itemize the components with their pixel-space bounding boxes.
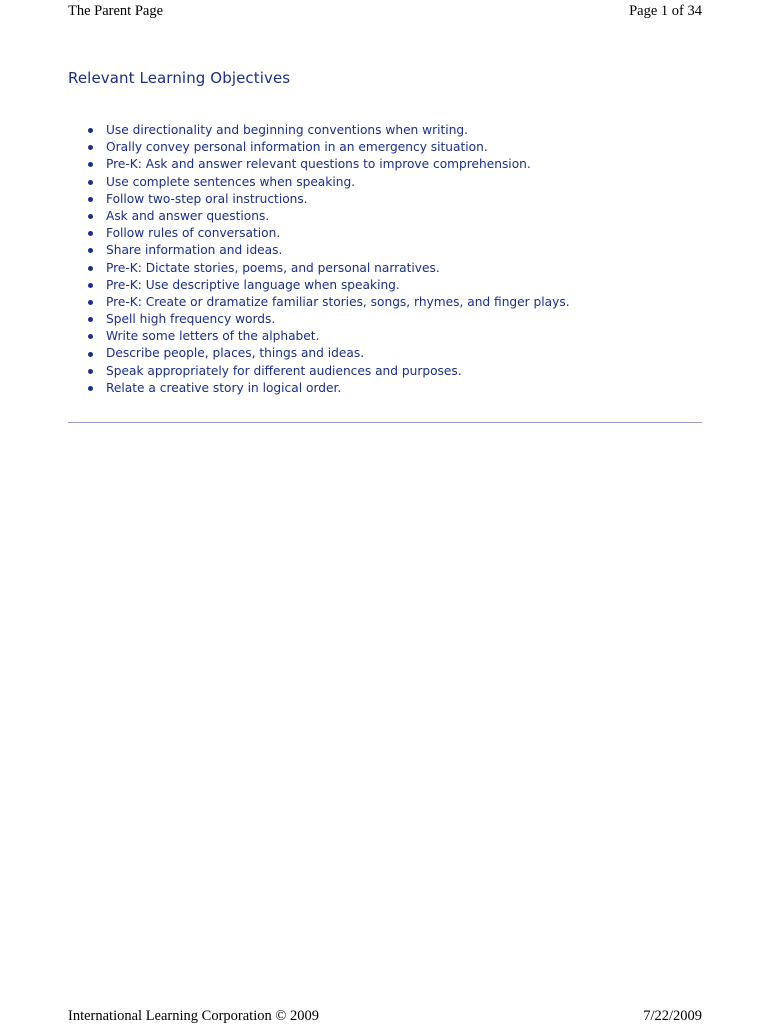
bullet-icon [88, 231, 93, 236]
bullet-icon [88, 197, 93, 202]
bullet-icon [88, 300, 93, 305]
list-item [88, 380, 570, 397]
list-item [88, 122, 570, 139]
list-item-text: Relate a creative story in logical order. [106, 380, 342, 395]
bullet-icon [88, 352, 93, 357]
list-item [88, 242, 570, 259]
list-item [88, 311, 570, 328]
bullet-icon [88, 145, 93, 150]
list-item [88, 277, 570, 294]
section-divider [68, 422, 702, 423]
objectives-list [88, 122, 570, 397]
bullet-icon [88, 266, 93, 271]
bullet-icon [88, 334, 93, 339]
list-item [88, 139, 570, 156]
list-item [88, 345, 570, 362]
list-item-text: Pre-K: Ask and answer relevant questions to improve comprehension. [106, 157, 531, 172]
list-item-text: Pre-K: Dictate stories, poems, and personal narratives. [106, 260, 440, 275]
list-item [88, 208, 570, 225]
list-item-text: Use complete sentences when speaking. [106, 174, 356, 189]
print-date: 7/22/2009 [643, 1007, 702, 1024]
list-item-text: Speak appropriately for different audiences and purposes. [106, 363, 462, 378]
bullet-icon [88, 386, 93, 391]
bullet-icon [88, 248, 93, 253]
list-item-text: Pre-K: Use descriptive language when speaking. [106, 277, 400, 292]
bullet-icon [88, 317, 93, 322]
section-title: Relevant Learning Objectives [68, 69, 291, 87]
list-item-text: Ask and answer questions. [106, 208, 270, 223]
list-item [88, 363, 570, 380]
list-item [88, 191, 570, 208]
list-item-text: Use directionality and beginning conventions when writing. [106, 123, 469, 137]
document-title: The Parent Page [68, 2, 164, 19]
list-item-text: Spell high frequency words. [106, 312, 276, 327]
page-footer [68, 1004, 702, 1028]
list-item [88, 294, 570, 311]
list-item-text: Follow two-step oral instructions. [106, 191, 308, 206]
bullet-icon [88, 369, 93, 374]
bullet-icon [88, 128, 93, 133]
list-item [88, 225, 570, 242]
list-item [88, 156, 570, 173]
list-item-text: Orally convey personal information in an emergency situation. [106, 140, 488, 155]
bullet-icon [88, 180, 93, 185]
list-item [88, 174, 570, 191]
copyright-notice: International Learning Corporation © 2009 [68, 1007, 320, 1024]
list-item [88, 260, 570, 277]
list-item-text: Follow rules of conversation. [106, 226, 281, 241]
page-header [68, 0, 702, 22]
list-item-text: Share information and ideas. [106, 243, 283, 258]
bullet-icon [88, 283, 93, 288]
page-indicator: Page 1 of 34 [629, 2, 702, 19]
list-item [88, 328, 570, 345]
bullet-icon [88, 214, 93, 219]
bullet-icon [88, 162, 93, 167]
list-item-text: Describe people, places, things and ideas. [106, 346, 365, 361]
list-item-text: Write some letters of the alphabet. [106, 329, 320, 344]
list-item-text: Pre-K: Create or dramatize familiar stories, songs, rhymes, and finger plays. [106, 294, 570, 309]
